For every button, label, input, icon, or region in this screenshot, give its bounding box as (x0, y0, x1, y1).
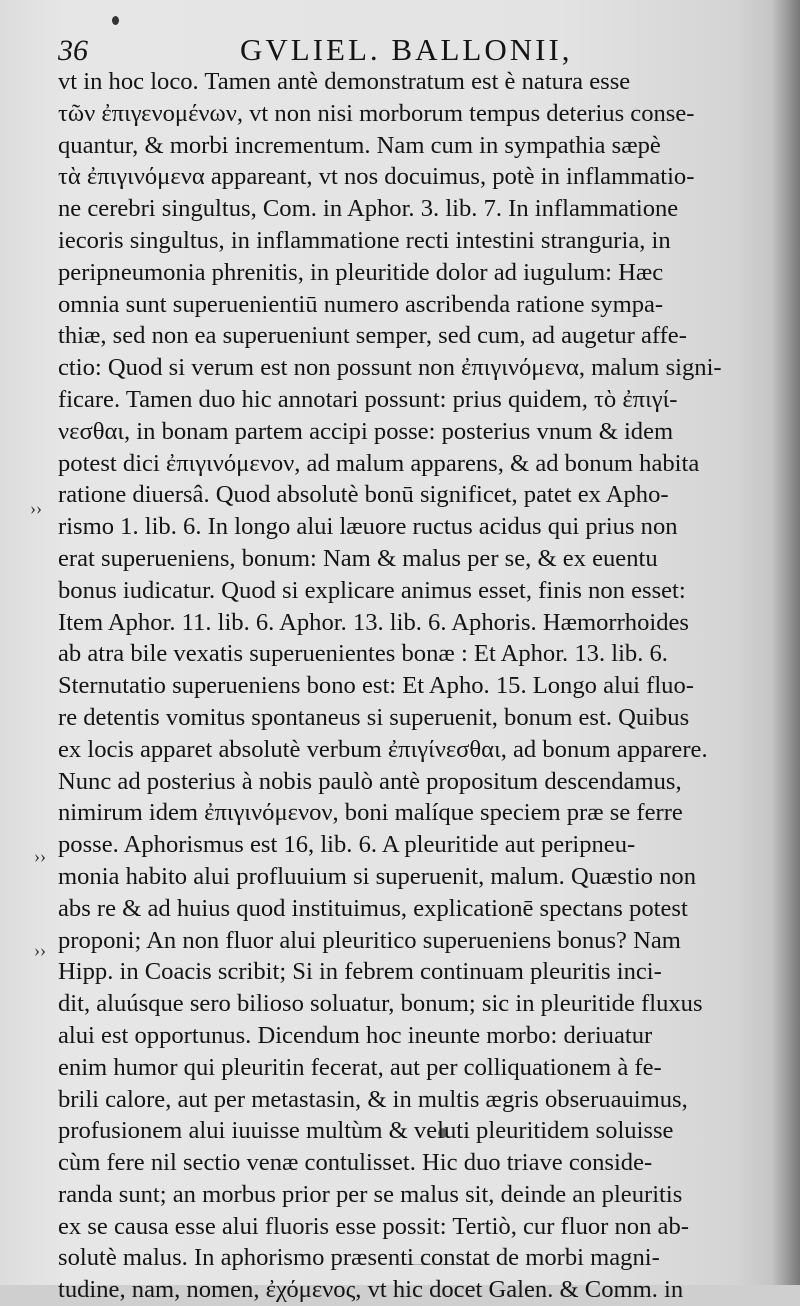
text-line: bonus iudicatur. Quod si explicare animus esset, finis non esset: (58, 576, 686, 604)
margin-quote-mark: ›› (34, 846, 46, 866)
text-line: re detentis vomitus spontaneus si superuenit, bonum est. Quibus (58, 703, 690, 731)
text-line: solutè malus. In aphorismo præsenti constat de morbi magni- (58, 1244, 660, 1272)
text-line: rismo 1. lib. 6. In longo alui læuore ructus acidus qui prius non (58, 513, 678, 541)
page-number: 36 (58, 34, 88, 67)
text-line: Sternutatio superueniens bono est: Et Apho. 15. Longo alui fluo- (58, 672, 694, 700)
text-line: ab atra bile vexatis superuenientes bonæ : Et Aphor. 13. lib. 6. (58, 640, 668, 668)
text-line: tudine, nam, nomen, ἐχόμενος, vt hic docet Galen. & Comm. in (58, 1276, 684, 1304)
text-line: Nunc ad posterius à nobis paulò antè propositum descendamus, (58, 767, 682, 795)
page-edge-shadow (772, 0, 800, 1285)
text-line: abs re & ad huius quod instituimus, explicationē spectans potest (58, 894, 688, 922)
text-line: randa sunt; an morbus prior per se malus sit, deinde an pleuritis (58, 1180, 683, 1208)
margin-quote-mark: ›› (30, 498, 42, 518)
text-line: nimirum idem ἐπιγινόμενον, boni malíque speciem præ se ferre (58, 799, 683, 827)
text-line: dit, aluúsque sero bilioso soluatur, bonum; sic in pleuritide fluxus (58, 990, 703, 1018)
text-line: ratione diuersâ. Quod absolutè bonū significet, patet ex Apho- (58, 481, 669, 509)
margin-quote-mark: ›› (34, 940, 46, 960)
text-line: τῶν ἐπιγενομένων, vt non nisi morborum tempus deterius conse- (58, 99, 695, 127)
ink-speck (112, 16, 119, 25)
text-line: profusionem alui iuuisse multùm & veluti pleuritidem soluisse (58, 1117, 674, 1145)
text-line: potest dici ἐπιγινόμενον, ad malum apparens, & ad bonum habita (58, 449, 700, 477)
text-line: τὰ ἐπιγινόμενα appareant, vt nos docuimus, potè in inflammatio- (58, 163, 695, 191)
text-line: omnia sunt superuenientiū numero ascribenda ratione sympa- (58, 290, 664, 318)
text-line: posse. Aphorismus est 16, lib. 6. A pleuritide aut peripneu- (58, 831, 636, 859)
page-header (58, 30, 758, 70)
text-line: brili calore, aut per metastasin, & in multis ægris obseruauimus, (58, 1085, 688, 1113)
text-line: quantur, & morbi incrementum. Nam cum in sympathia sæpè (58, 131, 661, 159)
text-line: iecoris singultus, in inflammatione recti intestini stranguria, in (58, 226, 671, 254)
text-line: vt in hoc loco. Tamen antè demonstratum est è natura esse (58, 68, 631, 95)
text-line: ne cerebri singultus, Com. in Aphor. 3. lib. 7. In inflammatione (58, 195, 679, 223)
running-head: GVLIEL. BALLONII, (240, 32, 573, 67)
text-line: νεσθαι, in bonam partem accipi posse: posterius vnum & idem (58, 417, 674, 445)
text-line: alui est opportunus. Dicendum hoc ineunte morbo: deriuatur (58, 1021, 653, 1049)
text-line: monia habito alui profluuium si superuenit, malum. Quæstio non (58, 862, 697, 890)
text-line: peripneumonia phrenitis, in pleuritide dolor ad iugulum: Hæc (58, 258, 664, 286)
page-footer-rule (400, 1264, 490, 1279)
text-line: thiæ, sed non ea superueniunt semper, sed cum, ad augetur affe- (58, 322, 687, 350)
text-line: Item Aphor. 11. lib. 6. Aphor. 13. lib. 6. Aphoris. Hæmorrhoides (58, 608, 690, 636)
text-line: Hipp. in Coacis scribit; Si in febrem continuam pleuritis inci- (58, 958, 662, 986)
text-line: proponi; An non fluor alui pleuritico superueniens bonus? Nam (58, 926, 681, 954)
text-line: ctio: Quod si verum est non possunt non ἐπιγινόμενα, malum signi- (58, 354, 722, 382)
body-text (58, 66, 736, 1306)
text-line: erat superueniens, bonum: Nam & malus per se, & ex euentu (58, 544, 658, 572)
text-line: ficare. Tamen duo hic annotari possunt: prius quidem, τὸ ἐπιγί- (58, 385, 678, 413)
text-line: cùm fere nil sectio venæ contulisset. Hic duo triave conside- (58, 1149, 653, 1177)
text-line: enim humor qui pleuritin fecerat, aut per colliquationem à fe- (58, 1053, 662, 1081)
text-line: ex locis apparet absolutè verbum ἐπιγίνεσθαι, ad bonum apparere. (58, 735, 708, 763)
text-line: ex se causa esse alui fluoris esse possit: Tertiò, cur fluor non ab- (58, 1212, 689, 1240)
